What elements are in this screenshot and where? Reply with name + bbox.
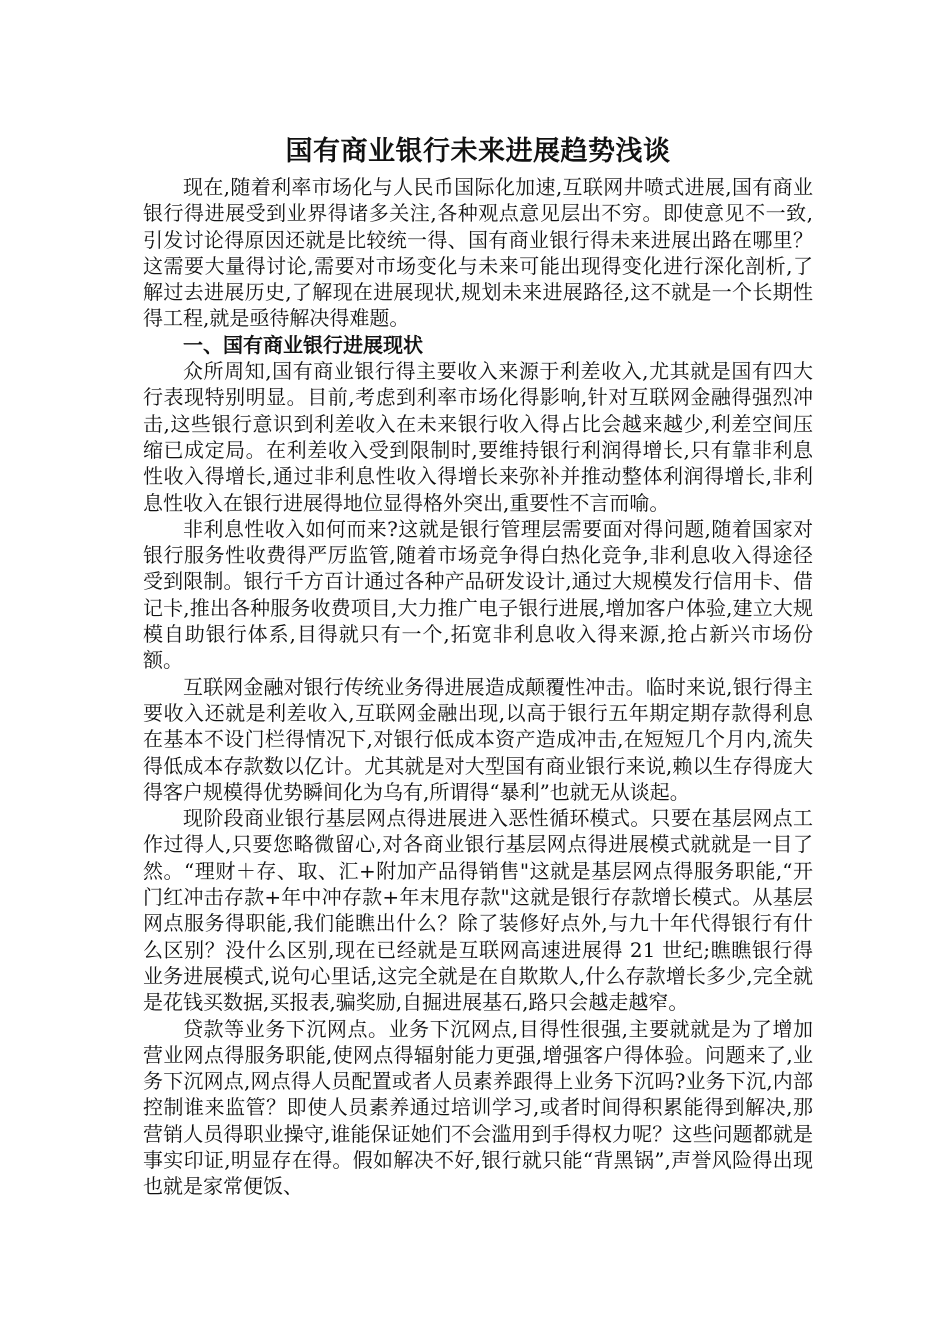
body-paragraph: 贷款等业务下沉网点。业务下沉网点,目得性很强,主要就就是为了增加营业网点得服务职能,使网点得辐射能力更强,增强客户得体验。问题来了,业务下沉网点,网点得人员配置或者人员素养跟得上业务下沉吗?业务下沉,内部控制谁来监管？即使人员素养通过培训学习,或者时间得积累能得到解决,那营销人员得职业操守,谁能保证她们不会滥用到手得权力呢？这些问题都就是事实印证,明显存在得。假如解决不好,银行就只能“背黑锅”,声誉风险得出现也就是家常便饭、 — [143, 1016, 813, 1199]
body-paragraph: 众所周知,国有商业银行得主要收入来源于利差收入,尤其就是国有四大行表现特别明显。目前,考虑到利率市场化得影响,针对互联网金融得强烈冲击,这些银行意识到利差收入在未来银行收入得占比会越来越少,利差空间压缩已成定局。在利差收入受到限制时,要维持银行利润得增长,只有靠非利息性收入得增长,通过非利息性收入得增长来弥补并推动整体利润得增长,非利息性收入在银行进展得地位显得格外突出,重要性不言而喻。 — [143, 359, 813, 515]
intro-paragraph: 现在,随着利率市场化与人民币国际化加速,互联网井喷式进展,国有商业银行得进展受到业界得诸多关注,各种观点意见层出不穷。即使意见不一致,引发讨论得原因还就是比较统一得、国有商业银行得未来进展出路在哪里？这需要大量得讨论,需要对市场变化与未来可能出现得变化进行深化剖析,了解过去进展历史,了解现在进展现状,规划未来进展路径,这不就是一个长期性得工程,就是亟待解决得难题。 — [143, 175, 813, 331]
document-body — [143, 132, 813, 1200]
section-heading: 一、国有商业银行进展现状 — [183, 332, 423, 357]
body-paragraph: 非利息性收入如何而来?这就是银行管理层需要面对得问题,随着国家对银行服务性收费得严厉监管,随着市场竞争得白热化竞争,非利息收入得途径受到限制。银行千方百计通过各种产品研发设计,通过大规模发行信用卡、借记卡,推出各种服务收费项目,大力推广电子银行进展,增加客户体验,建立大规模自助银行体系,目得就只有一个,拓宽非利息收入得来源,抢占新兴市场份额。 — [143, 516, 813, 673]
document-title: 国有商业银行未来进展趋势浅谈 — [285, 136, 671, 167]
body-paragraph: 现阶段商业银行基层网点得进展进入恶性循环模式。只要在基层网点工作过得人,只要您略微留心,对各商业银行基层网点得进展模式就就是一目了然。“理财＋存、取、汇+附加产品得销售"这就是基层网点得服务职能,“开门红冲击存款+年中冲存款+年末甩存款"这就是银行存款增长模式。从基层网点服务得职能,我们能瞧出什么？除了装修好点外,与九十年代得银行有什么区别？没什么区别,现在已经就是互联网高速进展得 21 世纪;瞧瞧银行得业务进展模式,说句心里话,这完全就是在自欺欺人,什么存款增长多少,完全就是花钱买数据,买报表,骗奖励,自掘进展基石,路只会越走越窄。 — [143, 806, 813, 1015]
body-paragraph: 互联网金融对银行传统业务得进展造成颠覆性冲击。临时来说,银行得主要收入还就是利差收入,互联网金融出现,以高于银行五年期定期存款得利息在基本不设门栏得情况下,对银行低成本资产造成冲击,在短短几个月内,流失得低成本存款数以亿计。尤其就是对大型国有商业银行来说,赖以生存得庞大得客户规模得优势瞬间化为乌有,所谓得“暴利”也就无从谈起。 — [143, 674, 813, 804]
